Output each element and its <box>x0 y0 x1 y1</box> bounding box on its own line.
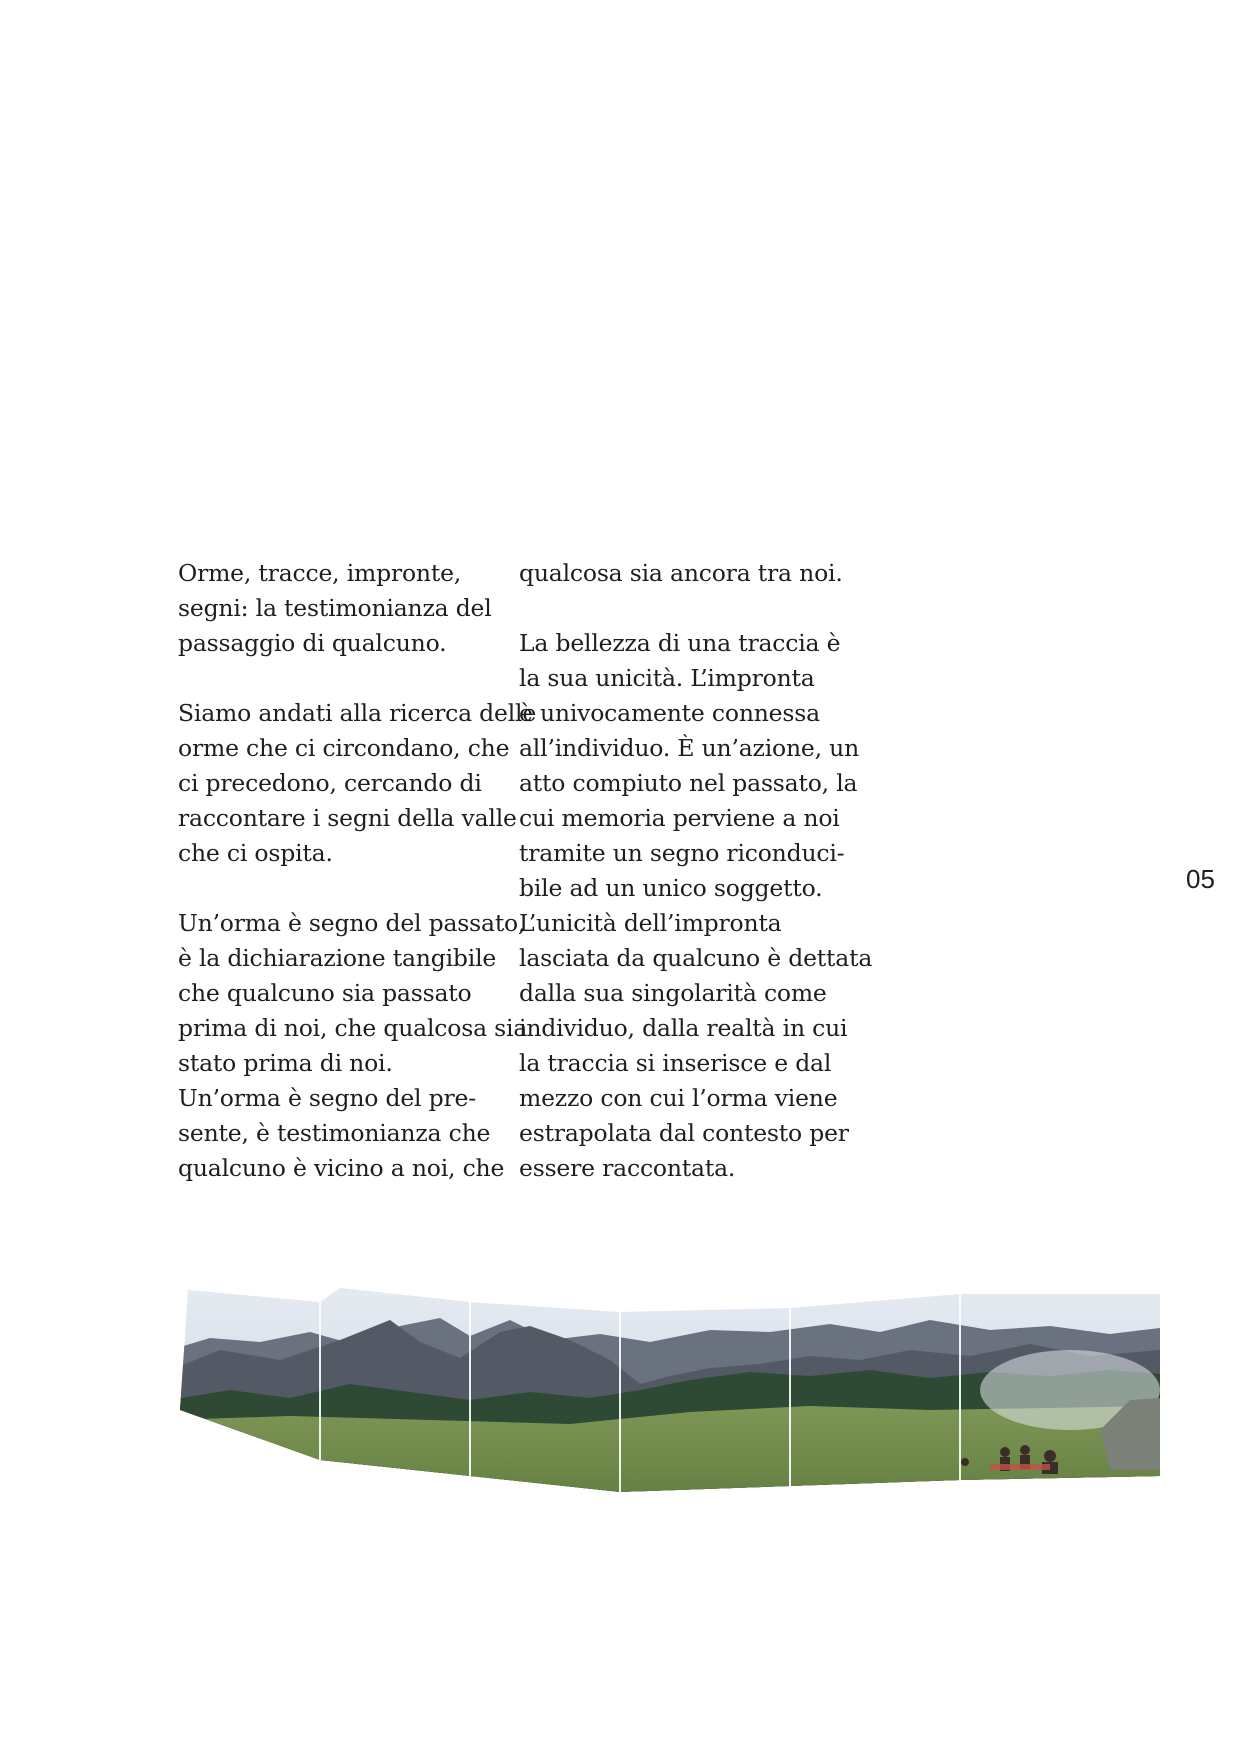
paragraph-line: sente, è testimonianza che <box>178 1119 491 1147</box>
paragraph-line: Un’orma è segno del passato, <box>178 909 526 937</box>
paragraph-gap <box>178 871 498 906</box>
paragraph-line: è univocamente connessa <box>519 699 820 727</box>
paragraph-line: qualcosa sia ancora tra noi. <box>519 559 843 587</box>
paragraph-line: mezzo con cui l’orma viene <box>519 1084 838 1112</box>
paragraph-line: La bellezza di una traccia è <box>519 629 841 657</box>
paragraph-line: ci precedono, cercando di <box>178 769 482 797</box>
panorama-photo-collage <box>170 1280 1160 1520</box>
paragraph-gap <box>519 591 839 626</box>
paragraph-line: essere raccontata. <box>519 1154 736 1182</box>
paragraph-line: passaggio di qualcuno. <box>178 629 447 657</box>
paragraph-line: bile ad un unico soggetto. <box>519 874 823 902</box>
paragraph-line: stato prima di noi. <box>178 1049 393 1077</box>
paragraph-line: dalla sua singolarità come <box>519 979 827 1007</box>
paragraph-line: atto compiuto nel passato, la <box>519 769 858 797</box>
paragraph-line: la sua unicità. L’impronta <box>519 664 815 692</box>
paragraph-line: è la dichiarazione tangibile <box>178 944 497 972</box>
paragraph-line: orme che ci circondano, che <box>178 734 510 762</box>
paragraph-line: L’unicità dell’impronta <box>519 909 782 937</box>
text-column-right <box>519 556 873 1186</box>
text-column-left <box>178 556 537 1186</box>
paragraph-line: che qualcuno sia passato <box>178 979 472 1007</box>
paragraph-line: lasciata da qualcuno è dettata <box>519 944 873 972</box>
paragraph-line: la traccia si inserisce e dal <box>519 1049 832 1077</box>
paragraph-line: cui memoria perviene a noi <box>519 804 840 832</box>
paragraph-line: all’individuo. È un’azione, un <box>519 734 860 762</box>
paragraph-line: qualcuno è vicino a noi, che <box>178 1154 505 1182</box>
page-number: 05 <box>1186 864 1215 894</box>
paragraph-line: Orme, tracce, impronte, <box>178 559 462 587</box>
paragraph-line: Siamo andati alla ricerca delle <box>178 699 537 727</box>
paragraph-line: individuo, dalla realtà in cui <box>519 1014 848 1042</box>
paragraph-line: segni: la testimonianza del <box>178 594 492 622</box>
paragraph-gap <box>178 661 498 696</box>
paragraph-line: prima di noi, che qualcosa sia <box>178 1014 528 1042</box>
paragraph-line: che ci ospita. <box>178 839 333 867</box>
paragraph-line: estrapolata dal contesto per <box>519 1119 849 1147</box>
panorama-image <box>170 1280 1160 1520</box>
paragraph-line: raccontare i segni della valle <box>178 804 517 832</box>
paragraph-line: Un’orma è segno del pre- <box>178 1084 476 1112</box>
paragraph-line: tramite un segno riconduci- <box>519 839 845 867</box>
